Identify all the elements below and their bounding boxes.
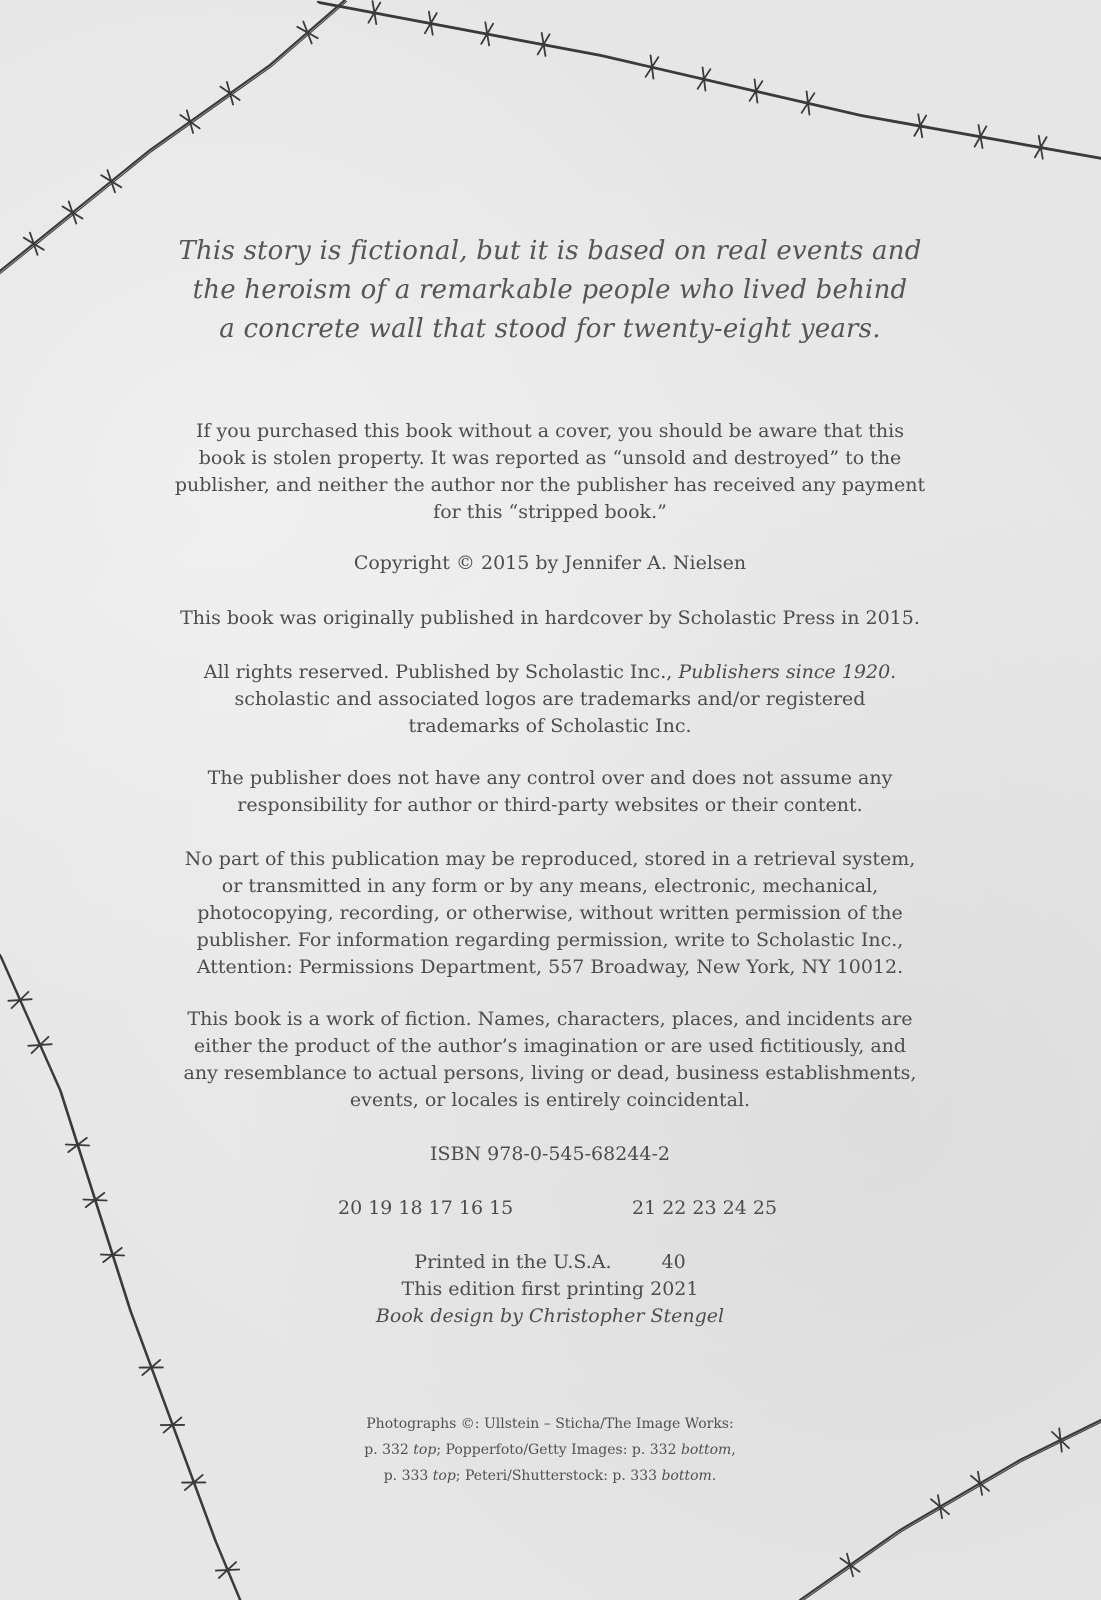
rights-line: trademarks of Scholastic Inc. <box>408 715 692 737</box>
printed-in-line <box>150 1249 950 1276</box>
printing-info <box>150 1249 950 1330</box>
notice-line: This book is a work of fiction. Names, characters, places, and incidents are <box>187 1008 913 1030</box>
photo-credits <box>150 1411 950 1489</box>
photo-credit-line <box>150 1437 950 1463</box>
third-party-notice <box>150 765 950 819</box>
notice-line: If you purchased this book without a cover, you should be aware that this <box>195 420 904 442</box>
copyright-text: Copyright © 2015 by Jennifer A. Nielsen <box>353 552 747 574</box>
publisher-tagline: Publishers since 1920. <box>678 661 897 683</box>
notice-line: any resemblance to actual persons, living or dead, business establishments, <box>183 1062 917 1084</box>
notice-line: photocopying, recording, or otherwise, without written permission of the <box>197 902 903 924</box>
notice-line: publisher, and neither the author nor the publisher has received any payment <box>174 474 926 496</box>
credit-position: bottom <box>661 1468 712 1484</box>
credit-position: bottom <box>680 1442 732 1458</box>
credit-text: ; Popperfoto/Getty Images: p. 332 <box>436 1442 681 1458</box>
rights-line: scholastic and associated logos are trademarks and/or registered <box>234 688 866 710</box>
photo-credit-line <box>150 1463 950 1489</box>
epigraph <box>150 232 950 349</box>
printing-code: 40 <box>661 1251 686 1273</box>
epigraph-line: the heroism of a remarkable people who lived behind <box>192 275 908 305</box>
copyright-line <box>150 550 950 577</box>
credit-position: top <box>413 1442 437 1458</box>
notice-line: book is stolen property. It was reported as “unsold and destroyed” to the <box>198 447 902 469</box>
original-publication-text: This book was originally published in hardcover by Scholastic Press in 2015. <box>180 607 920 629</box>
fiction-disclaimer <box>150 1006 950 1114</box>
printing-numbers-right: 21 22 23 24 25 <box>632 1197 778 1219</box>
notice-line: responsibility for author or third-party websites or their content. <box>237 794 863 816</box>
stripped-book-notice <box>150 418 950 526</box>
notice-line: or transmitted in any form or by any means, electronic, mechanical, <box>221 875 879 897</box>
rights-text: All rights reserved. Published by Scholastic Inc., <box>203 661 679 683</box>
original-publication-line <box>150 605 950 632</box>
credit-text: p. 333 <box>383 1468 433 1484</box>
isbn-line <box>150 1141 950 1168</box>
book-design-credit: Book design by Christopher Stengel <box>375 1305 725 1327</box>
notice-line: No part of this publication may be reproduced, stored in a retrieval system, <box>184 848 916 870</box>
photo-credit-line: Photographs ©: Ullstein – Sticha/The Image Works: <box>366 1416 734 1432</box>
notice-line: Attention: Permissions Department, 557 Broadway, New York, NY 10012. <box>196 956 904 978</box>
reproduction-notice <box>150 846 950 981</box>
credit-position: top <box>432 1468 456 1484</box>
rights-notice <box>150 659 950 740</box>
printing-numbers-left: 20 19 18 17 16 15 <box>338 1197 514 1219</box>
notice-line: either the product of the author’s imagination or are used fictitiously, and <box>193 1035 907 1057</box>
credit-text: . <box>711 1468 717 1484</box>
notice-line: The publisher does not have any control over and does not assume any <box>207 767 893 789</box>
credit-text: ; Peteri/Shutterstock: p. 333 <box>455 1468 662 1484</box>
credit-text: , <box>731 1442 736 1458</box>
isbn-text: ISBN 978-0-545-68244-2 <box>430 1143 670 1165</box>
notice-line: publisher. For information regarding permission, write to Scholastic Inc., <box>196 929 904 951</box>
notice-line: for this “stripped book.” <box>433 501 667 523</box>
edition-line: This edition first printing 2021 <box>401 1278 699 1300</box>
credit-text: p. 332 <box>364 1442 414 1458</box>
epigraph-line: This story is fictional, but it is based on real events and <box>178 236 922 266</box>
epigraph-line: a concrete wall that stood for twenty-eight years. <box>219 314 881 344</box>
notice-line: events, or locales is entirely coincidental. <box>349 1089 751 1111</box>
printed-in-text: Printed in the U.S.A. <box>414 1251 612 1273</box>
rights-line <box>150 659 950 686</box>
